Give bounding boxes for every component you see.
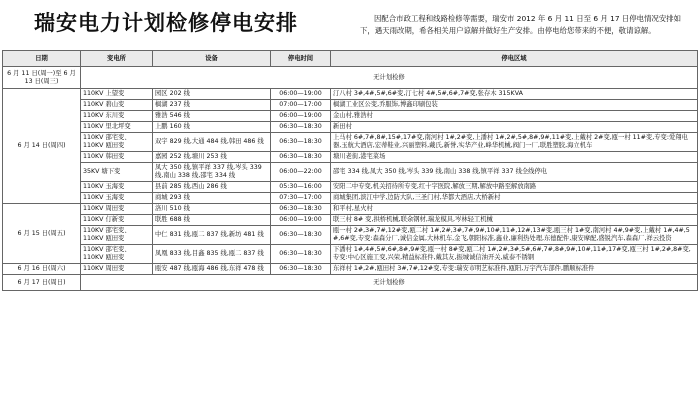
time-cell: 06:00—19:00 (271, 89, 331, 100)
date-cell: 6 月 17 日(周日) (3, 275, 81, 291)
no-maintenance-note: 无计划检修 (81, 67, 698, 89)
table-row (3, 111, 698, 122)
substation-cell: 110KV 东川变 (81, 111, 153, 122)
equipment-cell: 联胜 688 线 (153, 215, 271, 226)
time-cell: 06:30—18:30 (271, 264, 331, 275)
equipment-cell: 瓯安 487 线,瓯海 486 线,东祥 478 线 (153, 264, 271, 275)
substation-cell: 110KV 仃新变 (81, 215, 153, 226)
equipment-cell: 榈湖 237 线 (153, 100, 271, 111)
column-header-area: 停电区域 (331, 51, 698, 67)
table-row (3, 226, 698, 245)
table-row (3, 264, 698, 275)
equipment-cell: 雅浩 546 线 (153, 111, 271, 122)
column-header-equipment: 设备 (153, 51, 271, 67)
area-cell: 新田村 (331, 122, 698, 133)
time-cell: 06:00—22:00 (271, 163, 331, 182)
table-row (3, 193, 698, 204)
intro-notice (360, 13, 690, 37)
substation-cell: 110KV 玉海变 (81, 182, 153, 193)
time-cell: 06:30—18:30 (271, 152, 331, 163)
area-cell: 塘川老街,港宅菜场 (331, 152, 698, 163)
table-row (3, 89, 698, 100)
time-cell: 06:30—18:30 (271, 204, 331, 215)
time-cell: 06:30—18:30 (271, 133, 331, 152)
equipment-cell: 双宇 829 线,大通 484 线,韩田 486 线 (153, 133, 271, 152)
area-cell: 联三村 8# 变,拱桥机械,联余钢材,瑞龙模具,岑林轻工机械 (331, 215, 698, 226)
substation-cell: 110KV 玉海变 (81, 193, 153, 204)
table-row (3, 122, 698, 133)
substation-cell: 110KV 韩田变 (81, 152, 153, 163)
equipment-cell: 中仁 831 线,瓯二 837 线,新坊 481 线 (153, 226, 271, 245)
substation-cell: 110KV 上望变 (81, 89, 153, 100)
time-cell: 06:30—18:30 (271, 226, 331, 245)
area-cell: 和平村,星火村 (331, 204, 698, 215)
table-row (3, 163, 698, 182)
substation-cell: 110KV 邵宅变、110KV 瓯田变 (81, 226, 153, 245)
table-row (3, 204, 698, 215)
time-cell: 06:00—19:00 (271, 215, 331, 226)
table-row (3, 275, 698, 291)
equipment-cell: 凤凰 833 线,目鑫 835 线,瓯二 837 线 (153, 245, 271, 264)
time-cell: 06:30—18:30 (271, 122, 331, 133)
date-cell: 6 月 15 日(周五) (3, 204, 81, 264)
substation-cell: 110KV 邵宅变、110KV 瓯田变 (81, 133, 153, 152)
table-row (3, 67, 698, 89)
table-row (3, 245, 698, 264)
area-cell: 邵宅 334 线,凤大 350 线,岑头 339 线,南山 338 线,镇平祥 337 线全线停电 (331, 163, 698, 182)
table-row (3, 182, 698, 193)
date-cell: 6 月 11 日(周一)至 6 月 13 日(周三) (3, 67, 81, 89)
area-cell: 汀八村 3#,4#,5#,6#变,汀七村 4#,5#,6#,7#变,张存木 315KVA (331, 89, 698, 100)
table-row (3, 133, 698, 152)
no-maintenance-note: 无计划检修 (81, 275, 698, 291)
substation-cell: 110KV 里北坪变 (81, 122, 153, 133)
area-cell: 瓯一村 2#,3#,7#,12#变,瓯二村 1#,2#,3#,7#,9#,10#,11#,12#,13#变,瓯三村 1#变,南河村 4#,9#变,上戴村 1#,4#,5#,6#变,专变:森森分厂,诚信金属,大林机车,金飞,朝阳标准,鑫业,廉利热处理,东德配件,康安摩配,盛锐汽车,森森厂,祥云投资 (331, 226, 698, 245)
outage-schedule-table (2, 50, 698, 291)
equipment-cell: 上鹏 160 线 (153, 122, 271, 133)
date-cell: 6 月 14 日(周四) (3, 89, 81, 204)
area-cell: 下潘村 1#,4#,5#,6#,8#,9#变,瓯一村 8#变,瓯二村 1#,2#,3#,5#,6#,7#,8#,9#,10#,11#,17#变,瓯三村 1#,2#,8#变,专变:中心区施工变,兴荣,精益标准件,戴其友,振城诚信油开关,威泰不锈钢 (331, 245, 698, 264)
page-title: 瑞安电力计划检修停电安排 (34, 11, 298, 35)
substation-cell: 110KV 邵宅变、110KV 瓯田变 (81, 245, 153, 264)
time-cell: 05:30—16:00 (271, 182, 331, 193)
equipment-cell: 凤大 350 线,镇平祥 337 线,岑头 339 线,南山 338 线,邵宅 334 线 (153, 163, 271, 182)
time-cell: 06:00—19:00 (271, 111, 331, 122)
column-header-date: 日期 (3, 51, 81, 67)
equipment-cell: 县前 285 线,西山 286 线 (153, 182, 271, 193)
time-cell: 07:30—17:00 (271, 193, 331, 204)
equipment-cell: 园区 202 线 (153, 89, 271, 100)
area-cell: 金山村,雅浩村 (331, 111, 698, 122)
table-row (3, 100, 698, 111)
area-cell: 榈湖工业区公变,乔服饰,博鑫印刷包装 (331, 100, 698, 111)
date-cell: 6 月 16 日(周六) (3, 264, 81, 275)
substation-cell: 110KV 碧山变 (81, 100, 153, 111)
column-header-time: 停电时间 (271, 51, 331, 67)
area-cell: 上马村 6#,7#,8#,15#,17#变,南河村 1#,2#变,上潘村 1#,2#,5#,8#,9#,11#变,上戴村 2#变,瓯一村 11#变,专变:爱翔电器,玉航大酒店,宏蒂鞋业,兴丽塑料,戴氏,新誉,实华产业,峰华机械,阀门一厂,联胜塑胶,海立机车 (331, 133, 698, 152)
substation-cell: 110KV 周田变 (81, 264, 153, 275)
area-cell: 商城集团,滨江中学,边防大队,三圣门村,华都大酒店,大桥新村 (331, 193, 698, 204)
equipment-cell: 洛川 510 线 (153, 204, 271, 215)
column-header-substation: 变电所 (81, 51, 153, 67)
table-header-row (3, 51, 698, 67)
substation-cell: 35KV 塘下变 (81, 163, 153, 182)
substation-cell: 110KV 周田变 (81, 204, 153, 215)
area-cell: 安阳二中专变,机关招待所专变,红十字医院,解放三期,解放中路至解放南路 (331, 182, 698, 193)
time-cell: 06:30—18:30 (271, 245, 331, 264)
equipment-cell: 商城 293 线 (153, 193, 271, 204)
time-cell: 07:00—17:00 (271, 100, 331, 111)
table-row (3, 152, 698, 163)
equipment-cell: 嘉园 252 线,塘川 253 线 (153, 152, 271, 163)
area-cell: 东祥村 1#,2#,瓯田村 3#,7#,12#变,专变:瑞安市明艺标准件,瓯阳,万宇汽车部件,鹏顺标准件 (331, 264, 698, 275)
intro-text: 因配合市政工程和线路检修等需要，瑞安市 2012 年 6 月 11 日至 6 月 17 日停电情况安排如下，遇天雨改期，希各相关用户谅解并做好生产安排。由停电给您带来的不便，敬请谅解。 (360, 14, 682, 35)
table-row (3, 215, 698, 226)
